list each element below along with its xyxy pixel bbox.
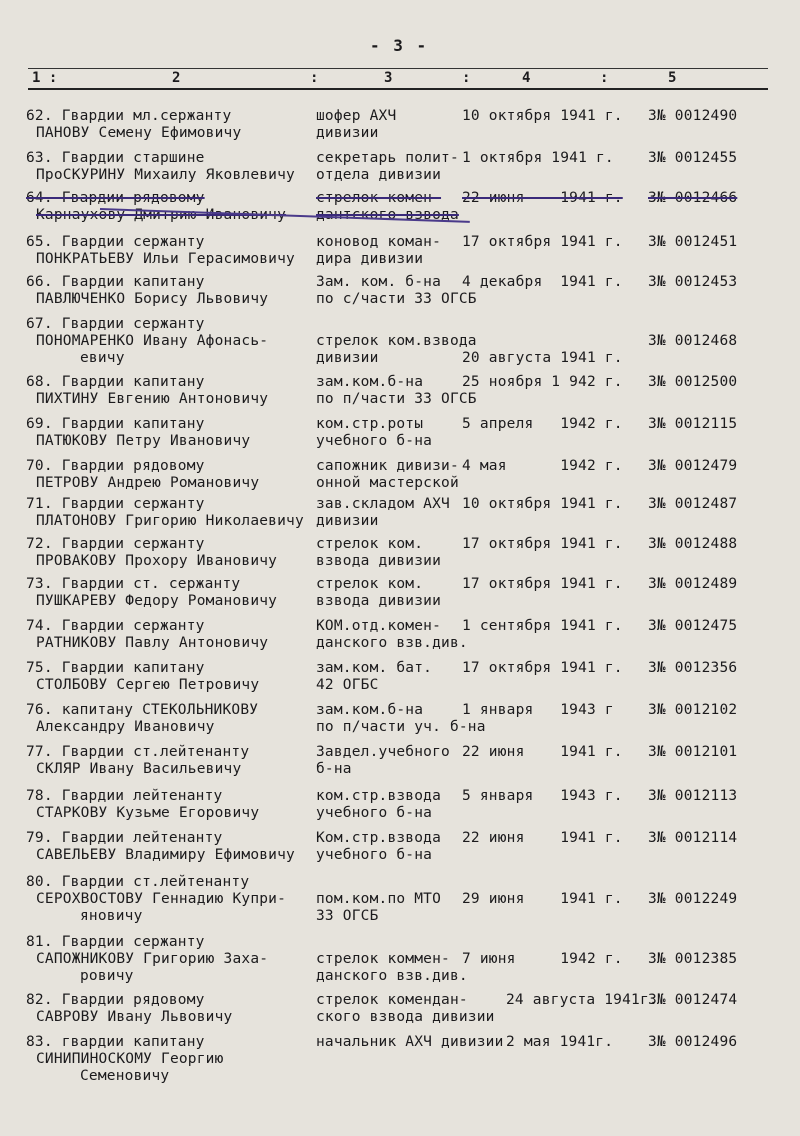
entry-certificate-number: 3№ 0012466 [648, 190, 738, 206]
entry-position: начальник АХЧ дивизии [316, 1034, 504, 1050]
entry-rank: 72. Гвардии сержанту [26, 536, 205, 552]
entry-certificate-number: 3№ 0012356 [648, 660, 738, 676]
header-sep-2: : [462, 70, 471, 86]
entry-certificate-number: 3№ 0012455 [648, 150, 738, 166]
entry-name: Александру Ивановичу [36, 719, 215, 735]
entry-position: секретарь полит- [316, 150, 459, 166]
entry-rank: 63. Гвардии старшине [26, 150, 205, 166]
entry-rank: 71. Гвардии сержанту [26, 496, 205, 512]
entry-position-cont: отдела дивизии [316, 167, 442, 183]
entry-date: 25 ноября 1 942 г. [462, 374, 623, 390]
entry-position: Завдел.учебного [316, 744, 450, 760]
entry-position: коновод коман- [316, 234, 442, 250]
entry-name-cont: евичу [80, 350, 125, 366]
entry-name: САВЕЛЬЕВУ Владимиру Ефимовичу [36, 847, 295, 863]
entry-certificate-number: 3№ 0012249 [648, 891, 738, 907]
entry-date: 1 октября 1941 г. [462, 150, 614, 166]
entry-position-cont: 33 ОГСБ [316, 908, 379, 924]
entry-name: САПОЖНИКОВУ Григорию Заха- [36, 951, 269, 967]
entry-position: шофер АХЧ [316, 108, 397, 124]
entry-name: СТАРКОВУ Кузьме Егоровичу [36, 805, 260, 821]
entry-rank: 83. гвардии капитану [26, 1034, 205, 1050]
entry-position-cont: 42 ОГБС [316, 677, 379, 693]
entry-certificate-number: 3№ 0012468 [648, 333, 738, 349]
entry-position-cont: взвода дивизии [316, 593, 442, 609]
entry-position-cont: дантского взвода [316, 207, 459, 223]
entry-rank: 78. Гвардии лейтенанту [26, 788, 223, 804]
entry-position: стрелок комендан- [316, 992, 468, 1008]
entry-certificate-number: 3№ 0012475 [648, 618, 738, 634]
header-rule-bottom [28, 88, 768, 90]
entry-rank: 64. Гвардии рядовому [26, 190, 205, 206]
entry-certificate-number: 3№ 0012102 [648, 702, 738, 718]
entry-date: 5 апреля 1942 г. [462, 416, 623, 432]
entry-date: 10 октября 1941 г. [462, 496, 623, 512]
entry-rank: 65. Гвардии сержанту [26, 234, 205, 250]
entry-position-cont: данского взв.див. [316, 635, 468, 651]
entry-rank: 80. Гвардии ст.лейтенанту [26, 874, 250, 890]
entry-rank: 79. Гвардии лейтенанту [26, 830, 223, 846]
entry-name: САВРОВУ Ивану Львовичу [36, 1009, 233, 1025]
entry-position-cont: дира дивизии [316, 251, 424, 267]
entry-position: стрелок коммен- [316, 951, 450, 967]
entry-rank: 67. Гвардии сержанту [26, 316, 205, 332]
entry-certificate-number: 3№ 0012115 [648, 416, 738, 432]
entry-name: ПЕТРОВУ Андрею Романовичу [36, 475, 260, 491]
entry-date: 22 июня 1941 г. [462, 744, 623, 760]
entry-position-cont: взвода дивизии [316, 553, 442, 569]
entry-position: ком.стр.роты [316, 416, 424, 432]
entry-certificate-number: 3№ 0012451 [648, 234, 738, 250]
entry-date: 22 июня 1941 г. [462, 190, 623, 206]
entry-rank: 77. Гвардии ст.лейтенанту [26, 744, 250, 760]
entry-date: 17 октября 1941 г. [462, 576, 623, 592]
entry-date: 29 июня 1941 г. [462, 891, 623, 907]
entry-rank: 69. Гвардии капитану [26, 416, 205, 432]
entry-position: стрелок комен- [316, 190, 442, 206]
entry-certificate-number: 3№ 0012101 [648, 744, 738, 760]
entry-name: ПОНОМАРЕНКО Ивану Афонась- [36, 333, 269, 349]
entry-position: зав.складом АХЧ [316, 496, 450, 512]
entry-date: 1 сентября 1941 г. [462, 618, 623, 634]
entry-certificate-number: 3№ 0012453 [648, 274, 738, 290]
entry-name: ПУШКАРЕВУ Федору Романовичу [36, 593, 278, 609]
entry-position: Ком.стр.взвода [316, 830, 442, 846]
entry-position-cont: учебного б-на [316, 433, 433, 449]
entry-position: КОМ.отд.комен- [316, 618, 442, 634]
entry-name: ПАНОВУ Семену Ефимовичу [36, 125, 242, 141]
entry-position-cont: ского взвода дивизии [316, 1009, 495, 1025]
entry-name: ПАТЮКОВУ Петру Ивановичу [36, 433, 251, 449]
entry-date: 4 декабря 1941 г. [462, 274, 623, 290]
entry-position-cont: онной мастерской [316, 475, 459, 491]
entry-position-cont: учебного б-на [316, 805, 433, 821]
page-number: - 3 - [370, 36, 429, 55]
entry-position: пом.ком.по МТО [316, 891, 442, 907]
header-rule-top [28, 68, 768, 69]
entry-position: стрелок ком. [316, 536, 424, 552]
entry-position-cont: учебного б-на [316, 847, 433, 863]
entry-name: СИНИПИНОСКОМУ Георгию [36, 1051, 224, 1067]
header-col-3: 3 [384, 70, 393, 86]
entry-date: 17 октября 1941 г. [462, 234, 623, 250]
entry-position-cont: по п/части уч. б-на [316, 719, 486, 735]
entry-rank: 74. Гвардии сержанту [26, 618, 205, 634]
entry-date: 22 июня 1941 г. [462, 830, 623, 846]
entry-position-cont: по п/части 33 ОГСБ [316, 391, 477, 407]
entry-name: ПАВЛЮЧЕНКО Борису Львовичу [36, 291, 269, 307]
entry-position: сапожник дивизи- [316, 458, 459, 474]
entry-rank: 75. Гвардии капитану [26, 660, 205, 676]
entry-position: зам.ком.б-на [316, 702, 424, 718]
entry-date: 5 января 1943 г. [462, 788, 623, 804]
entry-name-cont: Семеновичу [80, 1068, 170, 1084]
entry-date: 24 августа 1941г. [506, 992, 658, 1008]
entry-date: 2 мая 1941г. [506, 1034, 614, 1050]
entry-position-cont: б-на [316, 761, 352, 777]
entry-certificate-number: 3№ 0012490 [648, 108, 738, 124]
entry-certificate-number: 3№ 0012496 [648, 1034, 738, 1050]
entry-name: ПроСКУРИНУ Михаилу Яковлевичу [36, 167, 295, 183]
entry-position-cont: дивизии [316, 125, 379, 141]
entry-certificate-number: 3№ 0012489 [648, 576, 738, 592]
header-col-5: 5 [668, 70, 677, 86]
entry-certificate-number: 3№ 0012488 [648, 536, 738, 552]
entry-date: 4 мая 1942 г. [462, 458, 623, 474]
entry-date: 1 января 1943 г [462, 702, 614, 718]
entry-name-cont: яновичу [80, 908, 143, 924]
header-col-2: 2 [172, 70, 181, 86]
entry-rank: 76. капитану СТЕКОЛЬНИКОВУ [26, 702, 259, 718]
entry-position-cont: данского взв.див. [316, 968, 468, 984]
entry-name: Карнаухову Дмитрию Ивановичу [36, 207, 287, 223]
entry-certificate-number: 3№ 0012500 [648, 374, 738, 390]
entry-name: СТОЛБОВУ Сергею Петровичу [36, 677, 260, 693]
entry-rank: 73. Гвардии ст. сержанту [26, 576, 241, 592]
entry-name: ПОНКРАТЬЕВУ Ильи Герасимовичу [36, 251, 295, 267]
entry-name: СКЛЯР Ивану Васильевичу [36, 761, 242, 777]
entry-position: Зам. ком. б-на [316, 274, 442, 290]
entry-position: зам.ком.б-на [316, 374, 424, 390]
entry-position: ком.стр.взвода [316, 788, 442, 804]
entry-rank: 62. Гвардии мл.сержанту [26, 108, 232, 124]
entry-certificate-number: 3№ 0012479 [648, 458, 738, 474]
entry-position: стрелок ком.взвода [316, 333, 477, 349]
entry-name: СЕРОХВОСТОВУ Геннадию Купри- [36, 891, 287, 907]
entry-rank: 70. Гвардии рядовому [26, 458, 205, 474]
entry-certificate-number: 3№ 0012487 [648, 496, 738, 512]
header-sep-1: : [310, 70, 319, 86]
entry-position-cont: по с/части 33 ОГСБ [316, 291, 477, 307]
entry-certificate-number: 3№ 0012385 [648, 951, 738, 967]
entry-date: 17 октября 1941 г. [462, 660, 623, 676]
entry-date: 20 августа 1941 г. [462, 350, 623, 366]
entry-certificate-number: 3№ 0012114 [648, 830, 738, 846]
entry-position-cont: дивизии [316, 350, 379, 366]
entry-date: 17 октября 1941 г. [462, 536, 623, 552]
entry-name: ПЛАТОНОВУ Григорию Николаевичу [36, 513, 304, 529]
entry-position-cont: дивизии [316, 513, 379, 529]
entry-date: 7 июня 1942 г. [462, 951, 623, 967]
entry-certificate-number: 3№ 0012474 [648, 992, 738, 1008]
entry-date: 10 октября 1941 г. [462, 108, 623, 124]
entry-rank: 68. Гвардии капитану [26, 374, 205, 390]
entry-position: стрелок ком. [316, 576, 424, 592]
header-col-1: 1 : [32, 70, 58, 86]
entry-rank: 81. Гвардии сержанту [26, 934, 205, 950]
entry-name-cont: ровичу [80, 968, 134, 984]
entry-name: ПИХТИНУ Евгению Антоновичу [36, 391, 269, 407]
header-col-4: 4 [522, 70, 531, 86]
entry-certificate-number: 3№ 0012113 [648, 788, 738, 804]
entry-rank: 66. Гвардии капитану [26, 274, 205, 290]
entry-position: зам.ком. бат. [316, 660, 433, 676]
entry-name: РАТНИКОВУ Павлу Антоновичу [36, 635, 269, 651]
header-sep-3: : [600, 70, 609, 86]
entry-name: ПРОВАКОВУ Прохору Ивановичу [36, 553, 278, 569]
entry-rank: 82. Гвардии рядовому [26, 992, 205, 1008]
